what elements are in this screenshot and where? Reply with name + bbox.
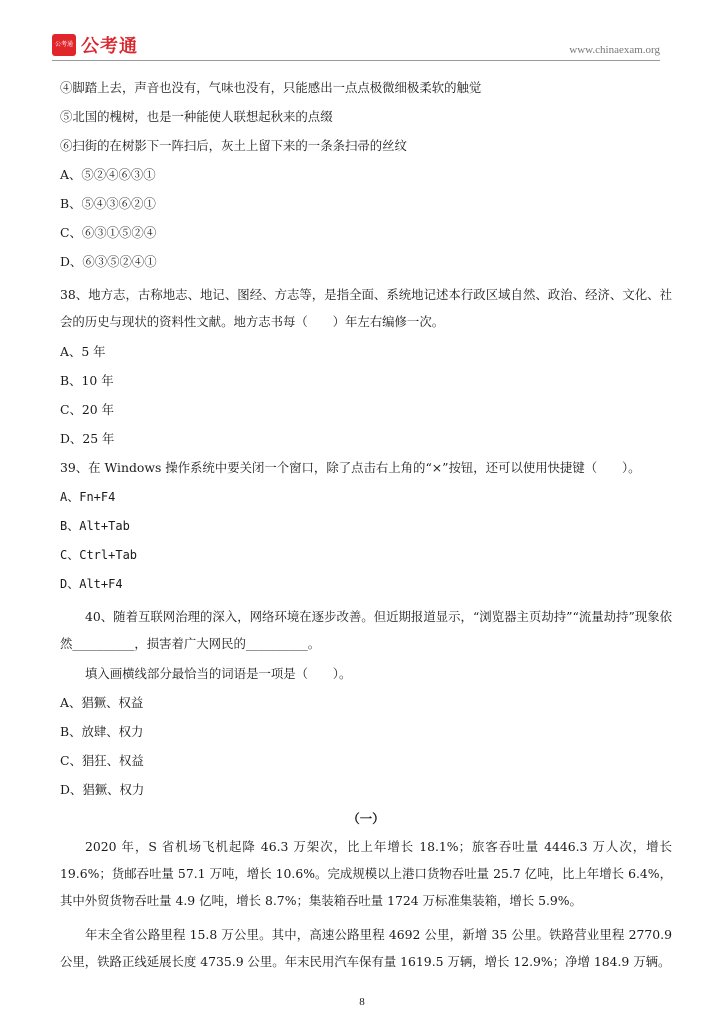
logo-badge: 公考通 — [52, 34, 76, 56]
header-divider — [52, 60, 660, 61]
page-header — [0, 0, 724, 60]
page-number: 8 — [359, 996, 365, 1008]
option-b: B、Alt+Tab — [60, 519, 130, 533]
sentence-item: ⑥扫街的在树影下一阵扫后，灰土上留下来的一条条扫帚的丝纹 — [60, 138, 407, 153]
page-content — [60, 78, 672, 982]
section-title: （一） — [347, 811, 385, 826]
option-b: B、放肆、权力 — [60, 724, 144, 739]
option-c: C、⑥③①⑤②④ — [60, 225, 157, 240]
question-37-tail — [60, 78, 672, 281]
logo-text: 公考通 — [81, 36, 138, 57]
site-url: www.chinaexam.org — [569, 44, 660, 56]
material-paragraph: 2020 年，S 省机场飞机起降 46.3 万架次，比上年增长 18.1%；旅客吞吐量 4446.3 万人次，增长 19.6%；货邮吞吐量 57.1 万吨，增长 10.6%。完成规模以上港口货物吞吐量 25.7 亿吨，比上年增长 6.4%，其中外贸货物吞吐量 4.9 亿吨，增长 8.7%；集装箱吞吐量 1724 万标准集装箱，增长 5.9%。 — [60, 839, 672, 908]
option-b: B、⑤④③⑥②① — [60, 196, 156, 211]
option-a: A、⑤②④⑥③① — [60, 167, 156, 182]
option-d: D、25 年 — [60, 431, 115, 446]
option-c: C、Ctrl+Tab — [60, 548, 138, 562]
material-section — [60, 809, 672, 975]
option-c: C、20 年 — [60, 402, 114, 417]
question-40 — [60, 603, 672, 809]
material-paragraph: 年末全省公路里程 15.8 万公里。其中，高速公路里程 4692 公里，新增 35 公里。铁路营业里程 2770.9 公里，铁路正线延展长度 4735.9 公里。年末民用汽车保有量 1619.5 万辆，增长 12.9%；净增 184.9 万辆。 — [60, 927, 672, 969]
question-39 — [60, 458, 672, 603]
option-a: A、猖獗、权益 — [60, 695, 144, 710]
option-d: D、猖獗、权力 — [60, 782, 145, 797]
option-c: C、猖狂、权益 — [60, 753, 144, 768]
question-stem: 39、在 Windows 操作系统中要关闭一个窗口，除了点击右上角的“×”按钮，还可以使用快捷键（ ）。 — [60, 460, 641, 475]
question-prompt: 填入画横线部分最恰当的词语是一项是（ ）。 — [85, 666, 352, 681]
brand-logo — [52, 32, 138, 58]
question-stem: 40、随着互联网治理的深入，网络环境在逐步改善。但近期报道显示，“浏览器主页劫持”“流量劫持”现象依然__________，损害着广大网民的__________。 — [60, 609, 672, 651]
option-d: D、⑥③⑤②④① — [60, 254, 157, 269]
option-d: D、Alt+F4 — [60, 577, 123, 591]
question-38 — [60, 281, 672, 458]
option-b: B、10 年 — [60, 373, 114, 388]
sentence-item: ④脚踏上去，声音也没有，气味也没有，只能感出一点点极微细极柔软的触觉 — [60, 80, 482, 95]
question-stem: 38、地方志，古称地志、地记、图经、方志等，是指全面、系统地记述本行政区域自然、政治、经济、文化、社会的历史与现状的资料性文献。地方志书每（ ）年左右编修一次。 — [60, 287, 672, 329]
option-a: A、Fn+F4 — [60, 490, 116, 504]
option-a: A、5 年 — [60, 344, 106, 359]
sentence-item: ⑤北国的槐树，也是一种能使人联想起秋来的点缀 — [60, 109, 333, 124]
